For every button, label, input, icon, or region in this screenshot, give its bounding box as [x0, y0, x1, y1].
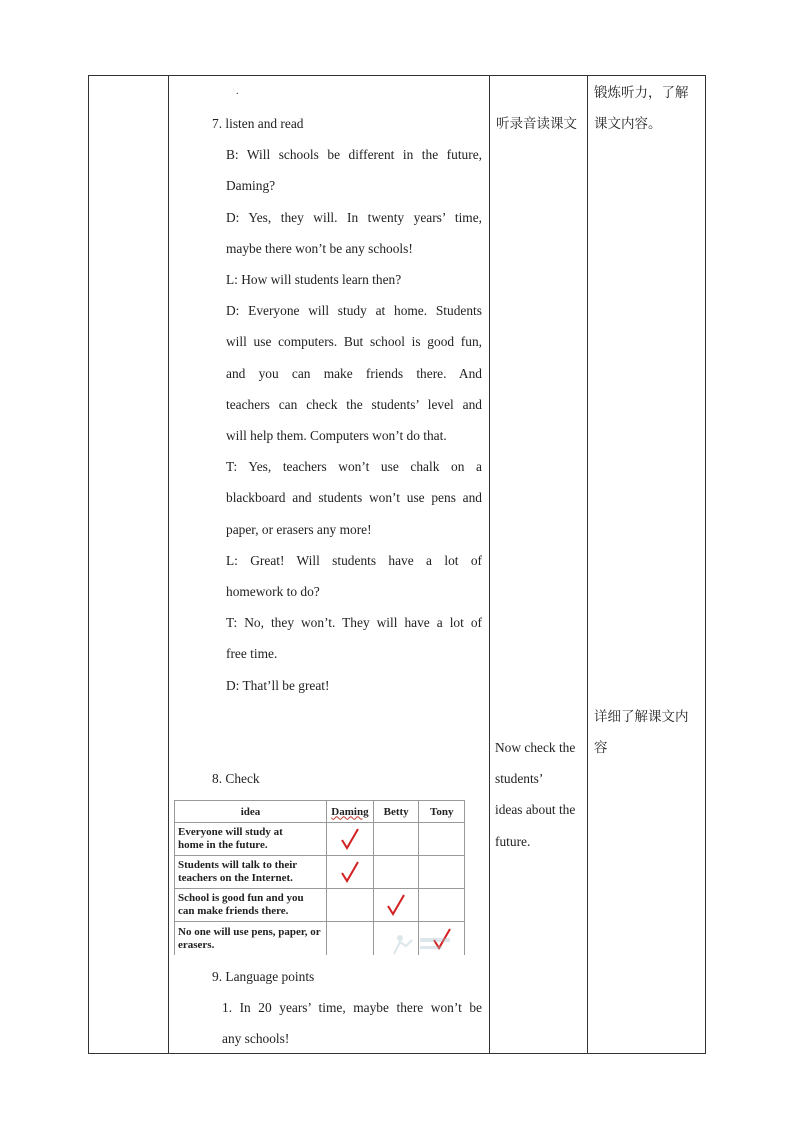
mark-cell-tony	[419, 856, 465, 889]
mark-cell-betty	[373, 823, 419, 856]
idea-text: home in the future.	[178, 839, 268, 852]
dialogue-line: D: Everyone will study at home. Students	[226, 303, 482, 318]
student-activity-check: ideas about the	[495, 802, 576, 817]
idea-cell	[175, 856, 327, 889]
student-activity-check: students’	[495, 771, 544, 786]
purpose-2-cont: 容	[594, 740, 608, 756]
dialogue-line: D: That’ll be great!	[226, 678, 330, 693]
dialogue-line: paper, or erasers any more!	[226, 522, 372, 537]
mark-cell-betty	[373, 889, 419, 922]
section-9-title: 9. Language points	[212, 969, 315, 984]
check-table-header	[175, 801, 465, 823]
idea-cell	[175, 922, 327, 955]
purpose-1: 锻炼听力，了解	[594, 85, 689, 101]
student-activity-check: future.	[495, 834, 531, 849]
idea-cell	[175, 889, 327, 922]
dialogue-line: free time.	[226, 646, 278, 661]
mark-cell-daming	[327, 856, 374, 889]
idea-cell	[175, 823, 327, 856]
mark-cell-daming	[327, 922, 374, 955]
dialogue-line: blackboard and students won’t use pens and	[226, 490, 482, 505]
idea-text: No one will use pens, paper, or	[178, 925, 321, 938]
dialogue-line: and you can make friends there. And	[226, 366, 482, 381]
check-mark-icon	[341, 828, 359, 850]
header-betty: Betty	[373, 801, 419, 823]
dialogue-line: T: Yes, teachers won’t use chalk on a	[226, 459, 482, 474]
dialogue-line: maybe there won’t be any schools!	[226, 241, 413, 256]
idea-text: Everyone will study at	[178, 826, 283, 839]
dialogue-line: L: How will students learn then?	[226, 272, 402, 287]
column-divider-2	[489, 76, 490, 1053]
dialogue-line: T: No, they won’t. They will have a lot of	[226, 615, 482, 630]
table-row	[175, 823, 465, 856]
table-row	[175, 889, 465, 922]
dialogue-line: will use computers. But school is good fun,	[226, 334, 482, 349]
dialogue-line: teachers can check the students’ level and	[226, 397, 482, 412]
purpose-2: 详细了解课文内	[594, 709, 689, 725]
mark-cell-betty	[373, 856, 419, 889]
mark-cell-tony	[419, 823, 465, 856]
mark-cell-tony	[419, 889, 465, 922]
mark-cell-daming	[327, 889, 374, 922]
header-daming: Daming	[327, 801, 374, 823]
header-tony: Tony	[419, 801, 465, 823]
section-7-title: 7. listen and read	[212, 116, 304, 131]
header-idea: idea	[175, 801, 327, 823]
language-point-1-cont: any schools!	[222, 1031, 290, 1046]
idea-text: Students will talk to their	[178, 859, 298, 872]
idea-text: School is good fun and you	[178, 892, 304, 905]
dialogue-line: Daming?	[226, 178, 276, 193]
dialogue-line: L: Great! Will students have a lot of	[226, 553, 482, 568]
dialogue-line: B: Will schools be different in the future,	[226, 147, 482, 162]
language-point-1: 1. In 20 years’ time, maybe there won’t be	[222, 1000, 482, 1015]
idea-text: can make friends there.	[178, 905, 289, 918]
check-mark-icon	[387, 894, 405, 916]
purpose-1-cont: 课文内容。	[594, 116, 662, 132]
watermark-logo-icon	[388, 930, 458, 958]
column-divider-1	[168, 76, 169, 1053]
student-activity-listen: 听录音读课文	[496, 116, 577, 132]
check-mark-icon	[341, 861, 359, 883]
dialogue-line: D: Yes, they will. In twenty years’ time,	[226, 210, 482, 225]
idea-text: teachers on the Internet.	[178, 872, 293, 885]
student-activity-check: Now check the	[495, 740, 576, 755]
column-divider-3	[587, 76, 588, 1053]
table-row	[175, 856, 465, 889]
dialogue-line: will help them. Computers won’t do that.	[226, 428, 447, 443]
mark-cell-daming	[327, 823, 374, 856]
idea-text: erasers.	[178, 938, 215, 951]
dialogue-line: homework to do?	[226, 584, 320, 599]
stray-dot: .	[236, 86, 239, 97]
section-8-title: 8. Check	[212, 771, 260, 786]
